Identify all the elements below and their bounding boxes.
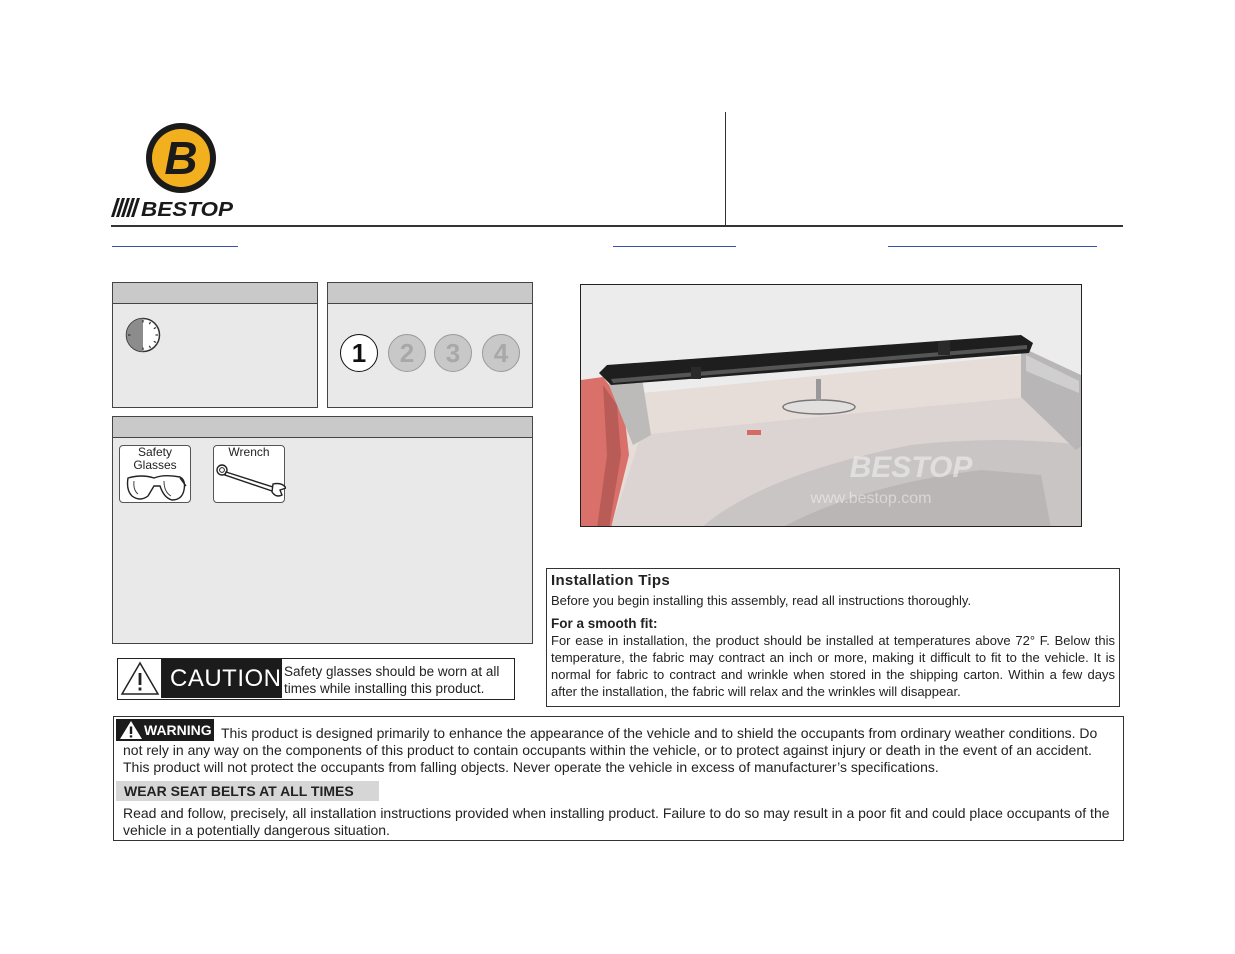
bestop-logo bbox=[111, 122, 239, 220]
tool-label: Wrench bbox=[228, 445, 270, 459]
panel-header bbox=[328, 283, 532, 304]
skill-level-panel bbox=[327, 282, 533, 408]
tool-label: Safety Glasses bbox=[133, 445, 177, 472]
seatbelt-notice: WEAR SEAT BELTS AT ALL TIMES bbox=[116, 781, 379, 801]
tool-wrench bbox=[213, 445, 285, 503]
tips-subtitle: For a smooth fit: bbox=[551, 616, 658, 631]
caution-triangle-icon bbox=[118, 659, 162, 698]
warning-text: This product is designed primarily to enhance the appearance of the vehicle and to shield the occupants from ordinary weather conditions. Do not rely in any way on the components of this product to contain occupants within the vehicle, or to protect against injury or death in the event of an accident. This product will not protect the occupants from falling objects. Never operate the vehicle in excess of manufacturer’s specifications. bbox=[123, 725, 1098, 775]
warning-text-secondary: Read and follow, precisely, all installation instructions provided when installing product. Failure to do so may result in a poor fit and could place occupants of the vehicle in a potentially dangerous situation. bbox=[123, 805, 1110, 838]
skill-level-4: 4 bbox=[482, 334, 520, 372]
install-time-panel bbox=[112, 282, 318, 408]
tips-intro: Before you begin installing this assembly, read all instructions thoroughly. bbox=[551, 593, 972, 608]
logo-wordmark: BESTOP bbox=[141, 199, 234, 220]
warning-badge bbox=[116, 719, 214, 741]
header-rule bbox=[111, 225, 1123, 227]
blank-field-line bbox=[888, 246, 1097, 247]
photo-watermark-url: www.bestop.com bbox=[810, 490, 932, 507]
warning-box bbox=[113, 716, 1124, 841]
panel-header bbox=[113, 283, 317, 304]
panel-header bbox=[113, 417, 532, 438]
logo-letter: B bbox=[164, 132, 198, 184]
installation-tips-box bbox=[546, 568, 1120, 707]
blank-field-line bbox=[112, 246, 238, 247]
header-divider bbox=[725, 112, 726, 226]
product-photo bbox=[580, 284, 1082, 527]
caution-box bbox=[117, 658, 515, 700]
skill-level-3: 3 bbox=[434, 334, 472, 372]
warning-badge-label: WARNING bbox=[144, 722, 212, 738]
clock-icon bbox=[125, 317, 161, 358]
tips-body: For ease in installation, the product should be installed at temperatures above 72° F. Below this temperature, the fabric may contract an inch or more, making it difficult to fit to the vehicle. It is normal for fabric to contract and wrinkle when stored in the shipping carton. Within a few days after the installation, the fabric will relax and the wrinkles will disappear. bbox=[551, 633, 1115, 699]
caution-text: Safety glasses should be worn at all times while installing this product. bbox=[284, 664, 500, 696]
safety-glasses-icon bbox=[124, 472, 188, 502]
tips-title: Installation Tips bbox=[551, 572, 671, 589]
tools-required-panel bbox=[112, 416, 533, 644]
skill-level-1: 1 bbox=[340, 334, 378, 372]
wrench-icon bbox=[216, 462, 286, 502]
caution-label: CAUTION bbox=[162, 659, 282, 698]
photo-watermark: BESTOP bbox=[849, 451, 973, 484]
skill-level-2: 2 bbox=[388, 334, 426, 372]
warning-triangle-icon bbox=[119, 720, 143, 740]
blank-field-line bbox=[613, 246, 736, 247]
tool-safety-glasses bbox=[119, 445, 191, 503]
